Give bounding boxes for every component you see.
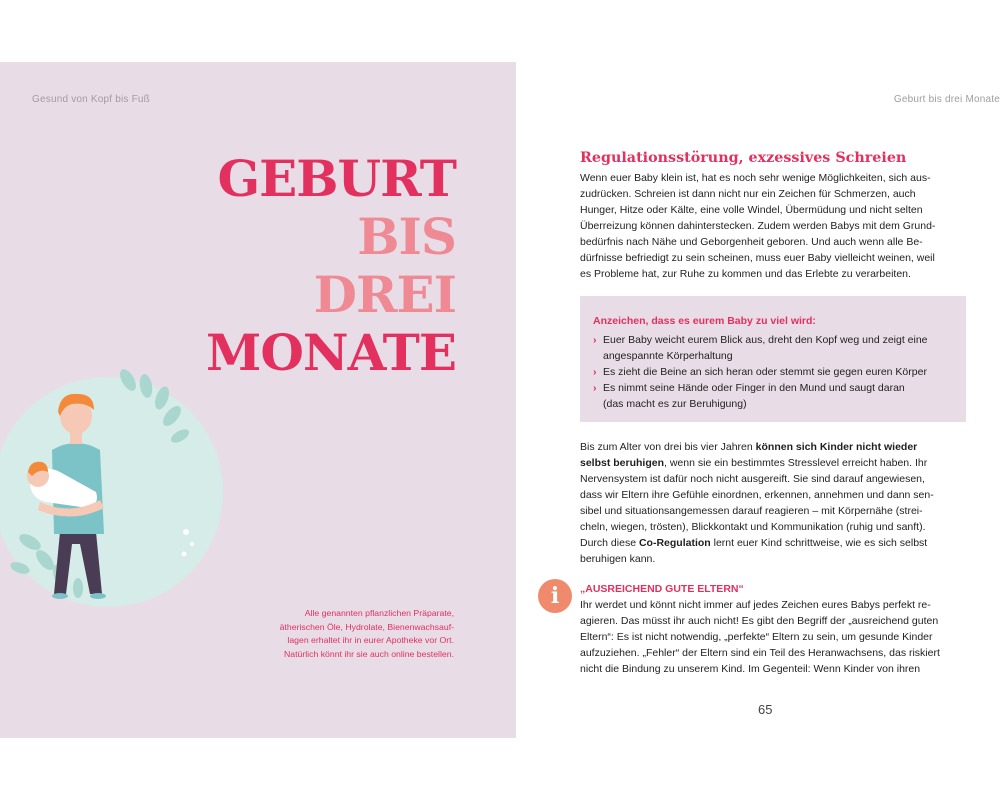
intro-line: bedürfnis nach Nähe und Geborgenheit geboren. Und auch wenn alle Be-	[580, 236, 923, 248]
left-page	[0, 62, 516, 738]
chevron-right-icon: ›	[593, 334, 597, 346]
paragraph-line: dass wir Eltern ihre Gefühle einordnen, erkennen, annehmen und dann sen-	[580, 489, 934, 501]
title-word-drei: DREI	[313, 265, 456, 324]
info-icon: i	[538, 579, 572, 613]
text-run: lernt euer Kind schrittweise, wie es sich selbst	[710, 537, 928, 549]
callout-title: „AUSREICHEND GUTE ELTERN“	[580, 583, 744, 595]
emphasis: selbst beruhigen	[580, 457, 665, 469]
callout-line: agieren. Das müsst ihr auch nicht! Es gibt den Begriff der „ausreichend guten	[580, 615, 939, 627]
regulation-paragraph	[580, 439, 980, 567]
paragraph-line: sibel und situationsangemessen darauf reagieren – mit Körpernähe (strei-	[580, 505, 923, 517]
signs-box-title: Anzeichen, dass es eurem Baby zu viel wird:	[593, 315, 816, 327]
title-word-geburt: GEBURT	[217, 149, 456, 208]
callout-line: Eltern“: Es ist nicht notwendig, „perfekte“ Eltern zu sein, um gesunde Kinder	[580, 631, 933, 643]
signs-list-item	[593, 364, 928, 380]
emphasis: Co-Regulation	[638, 537, 711, 549]
father-holding-baby-illustration	[0, 332, 240, 642]
left-footnote	[248, 607, 454, 661]
intro-line: zudrücken. Schreien ist dann nicht nur ein Zeichen für Schmerzen, auch	[580, 188, 916, 200]
text-run: , wenn sie ein bestimmtes Stresslevel erreicht haben. Ihr	[664, 457, 928, 469]
paragraph-line: Nervensystem ist dafür noch nicht ausgereift. Sie sind darauf angewiesen,	[580, 473, 925, 485]
callout-line: aufzuziehen. „Fehler“ der Eltern sind ein Teil des Heranwachsens, das riskiert	[580, 647, 940, 659]
signs-line: angespannte Körperhaltung	[603, 350, 733, 362]
footnote-line: ätherischen Öle, Hydrolate, Bienenwachsauf-	[279, 621, 454, 632]
intro-line: es Probleme hat, zur Ruhe zu kommen und das Erlebte zu verarbeiten.	[580, 268, 911, 280]
signs-list	[593, 332, 928, 412]
callout-line: nicht die Bindung zu unserem Kind. Im Gegenteil: Wenn Kinder von ihren	[580, 663, 921, 675]
paragraph-line	[580, 535, 980, 551]
intro-line: Überreizung können dahinterstecken. Zudem werden Babys mit dem Grund-	[580, 220, 936, 232]
intro-line: Hunger, Hitze oder Kälte, eine volle Windel, Übermüdung und nicht selten	[580, 204, 923, 216]
signs-line: Es nimmt seine Hände oder Finger in den Mund und saugt daran	[603, 382, 905, 394]
running-head-right: Geburt bis drei Monate	[893, 94, 1000, 105]
paragraph-line: cheln, wiegen, trösten), Blickkontakt und Kommunikation (ruhig und sanft).	[580, 521, 926, 533]
signs-line: Es zieht die Beine an sich heran oder stemmt sie gegen euren Körper	[603, 366, 927, 378]
signs-box	[580, 296, 966, 422]
emphasis: können sich Kinder nicht wieder	[755, 441, 918, 453]
footnote-line: Alle genannten pflanzlichen Präparate,	[304, 608, 454, 618]
callout-line: Ihr werdet und könnt nicht immer auf jedes Zeichen eures Babys perfekt re-	[580, 599, 931, 611]
title-word-monate: MONATE	[206, 323, 456, 382]
paragraph-line	[580, 439, 980, 455]
running-head-left: Gesund von Kopf bis Fuß	[32, 94, 150, 105]
signs-line: Euer Baby weicht eurem Blick aus, dreht den Kopf weg und zeigt eine	[603, 334, 928, 346]
title-word-bis: BIS	[357, 207, 456, 266]
signs-list-item	[593, 380, 928, 412]
footnote-line: lagen erhaltet ihr in eurer Apotheke vor Ort.	[287, 635, 454, 645]
signs-line: (das macht es zur Beruhigung)	[603, 398, 747, 410]
intro-paragraph	[580, 170, 980, 282]
right-page	[516, 62, 1000, 738]
intro-line: Wenn euer Baby klein ist, hat es noch sehr wenige Möglichkeiten, sich aus-	[580, 172, 931, 184]
page-number: 65	[758, 702, 773, 717]
paragraph-line	[580, 455, 980, 471]
section-title: Regulationsstörung, exzessives Schreien	[580, 150, 907, 166]
text-run: Bis zum Alter von drei bis vier Jahren	[580, 441, 756, 453]
chevron-right-icon: ›	[593, 366, 597, 378]
footnote-line: Natürlich könnt ihr sie auch online bestellen.	[284, 648, 454, 659]
paragraph-line: beruhigen kann.	[580, 553, 656, 565]
signs-list-item	[593, 332, 928, 364]
chevron-right-icon: ›	[593, 382, 597, 394]
text-run: Durch diese	[580, 537, 639, 549]
callout-paragraph	[580, 597, 980, 677]
intro-line: dürfnisse befriedigt zu sein scheinen, muss euer Baby vielleicht weinen, weil	[580, 252, 935, 264]
